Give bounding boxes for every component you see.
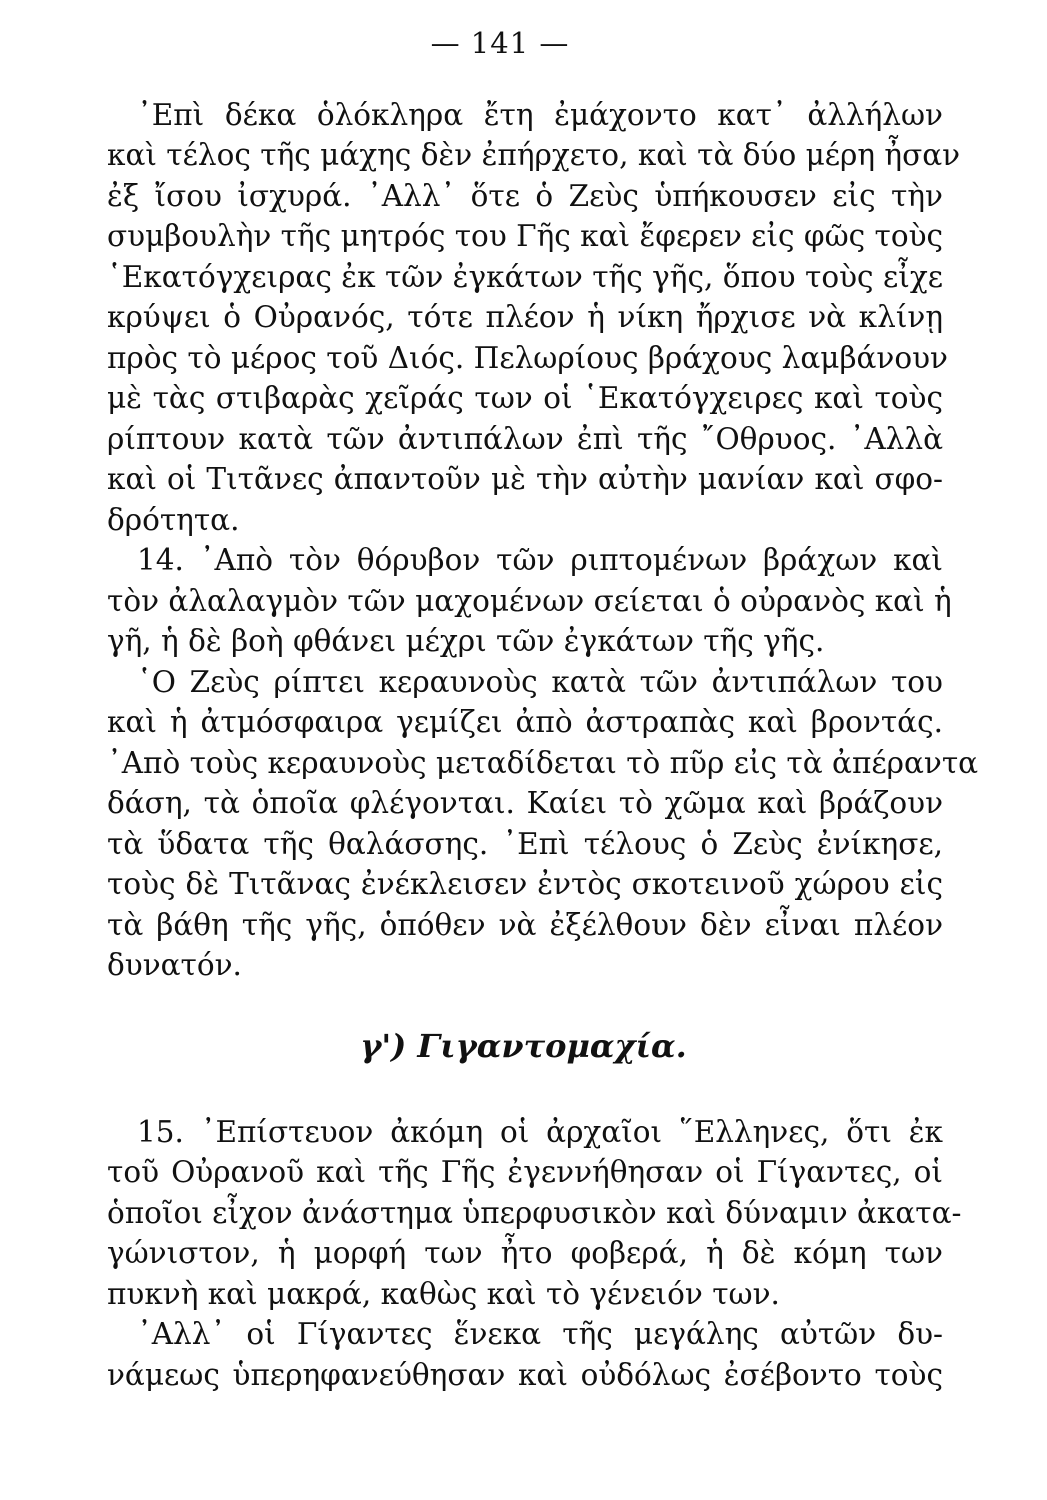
text-line: δρότητα. <box>107 503 240 537</box>
text-line: ὁποῖοι εἶχον ἀνάστημα ὑπερφυσικὸν καὶ δύναμιν ἀκατα- <box>107 1196 962 1230</box>
text-line: τοῦ Οὐρανοῦ καὶ τῆς Γῆς ἐγεννήθησαν οἱ Γίγαντες, οἱ <box>107 1155 943 1189</box>
text-line: δάση, τὰ ὁποῖα φλέγονται. Καίει τὸ χῶμα καὶ βράζουν <box>107 786 943 820</box>
text-line: συμβουλὴν τῆς μητρός του Γῆς καὶ ἔφερεν εἰς φῶς τοὺς <box>107 219 944 253</box>
text-line: πυκνὴ καὶ μακρά, καθὼς καὶ τὸ γένειόν των. <box>107 1277 780 1311</box>
text-line: καὶ τέλος τῆς μάχης δὲν ἐπήρχετο, καὶ τὰ δύο μέρη ἦσαν <box>107 138 961 172</box>
text-line: τοὺς δὲ Τιτᾶνας ἐνέκλεισεν ἐντὸς σκοτεινοῦ χώρου εἰς <box>107 867 943 901</box>
text-line: νάμεως ὑπερηφανεύθησαν καὶ οὐδόλως ἐσέβοντο τοὺς <box>107 1358 943 1392</box>
text-line: ᾿Απὸ τοὺς κεραυνοὺς μεταδίδεται τὸ πῦρ εἰς τὰ ἀπέραντα <box>107 746 979 780</box>
text-line: 15. ᾿Επίστευον ἀκόμη οἱ ἀρχαῖοι ῞Ελληνες, ὅτι ἐκ <box>137 1115 943 1149</box>
text-line: τὸν ἀλαλαγμὸν τῶν μαχομένων σείεται ὁ οὐρανὸς καὶ ἡ <box>107 584 952 618</box>
text-line: ρίπτουν κατὰ τῶν ἀντιπάλων ἐπὶ τῆς ῎Οθρυος. ᾿Αλλὰ <box>107 422 943 456</box>
text-line: 14. ᾿Απὸ τὸν θόρυβον τῶν ριπτομένων βράχων καὶ <box>137 543 943 577</box>
text-line: ᾿Αλλ᾿ οἱ Γίγαντες ἕνεκα τῆς μεγάλης αὐτῶν δυ- <box>137 1317 943 1351</box>
text-line: καὶ οἱ Τιτᾶνες ἀπαντοῦν μὲ τὴν αὐτὴν μανίαν καὶ σφο- <box>107 462 943 496</box>
text-line: ῾Εκατόγχειρας ἐκ τῶν ἐγκάτων τῆς γῆς, ὅπου τοὺς εἶχε <box>107 260 943 294</box>
text-line: τὰ ὕδατα τῆς θαλάσσης. ᾿Επὶ τέλους ὁ Ζεὺς ἐνίκησε, <box>107 827 943 861</box>
text-line: γῆ, ἡ δὲ βοὴ φθάνει μέχρι τῶν ἐγκάτων τῆς γῆς. <box>107 624 825 658</box>
text-line: ῾Ο Ζεὺς ρίπτει κεραυνοὺς κατὰ τῶν ἀντιπάλων του <box>137 665 943 699</box>
text-line: κρύψει ὁ Οὐρανός, τότε πλέον ἡ νίκη ἤρχισε νὰ κλίνῃ <box>107 300 943 334</box>
text-line: πρὸς τὸ μέρος τοῦ Διός. Πελωρίους βράχους λαμβάνουν <box>107 341 948 375</box>
text-line: ᾿Επὶ δέκα ὁλόκληρα ἔτη ἐμάχοντο κατ᾿ ἀλλήλων <box>137 98 943 132</box>
text-line: ἐξ ἴσου ἰσχυρά. ᾿Αλλ᾿ ὅτε ὁ Ζεὺς ὑπήκουσεν εἰς τὴν <box>107 179 943 213</box>
section-heading: γ') Γιγαντομαχία. <box>360 1027 687 1065</box>
text-line: γώνιστον, ἡ μορφή των ἦτο φοβερά, ἡ δὲ κόμη των <box>107 1236 943 1270</box>
page-number: — 141 — <box>430 26 570 60</box>
text-line: καὶ ἡ ἀτμόσφαιρα γεμίζει ἀπὸ ἀστραπὰς καὶ βροντάς. <box>107 705 943 739</box>
text-line: μὲ τὰς στιβαρὰς χεῖράς των οἱ ῾Εκατόγχειρες καὶ τοὺς <box>107 381 943 415</box>
text-line: δυνατόν. <box>107 948 242 982</box>
text-line: τὰ βάθη τῆς γῆς, ὁπόθεν νὰ ἐξέλθουν δὲν εἶναι πλέον <box>107 908 943 942</box>
